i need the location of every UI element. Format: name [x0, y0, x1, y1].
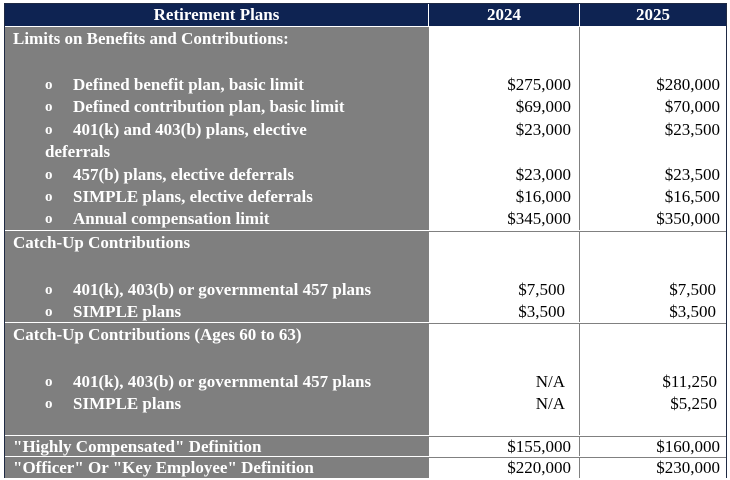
value-2024: N/A — [535, 372, 565, 391]
value-2024: $220,000 — [507, 458, 571, 477]
value-2025: $280,000 — [656, 75, 720, 94]
value-2025: $350,000 — [656, 209, 720, 228]
value-2024: $69,000 — [515, 97, 571, 116]
bullet-icon: o — [45, 167, 53, 183]
retirement-plans-table — [4, 3, 727, 478]
bullet-icon: o — [45, 189, 53, 205]
header-col-2025: 2025 — [579, 4, 726, 26]
value-2025: $16,500 — [664, 187, 720, 206]
bullet-icon: o — [45, 396, 53, 412]
value-2024: $155,000 — [507, 437, 571, 456]
bullet-icon: o — [45, 77, 53, 93]
bullet-icon: o — [45, 99, 53, 115]
section-title: "Highly Compensated" Definition — [13, 437, 262, 456]
value-2025: $230,000 — [656, 458, 720, 477]
value-2024: $7,500 — [518, 280, 565, 299]
value-2025: $7,500 — [669, 280, 716, 299]
section-officer — [5, 456, 726, 478]
section-title: Limits on Benefits and Contributions: — [13, 29, 289, 48]
header-title: Retirement Plans — [153, 5, 280, 24]
value-2025: $3,500 — [669, 302, 716, 321]
value-2024: $3,500 — [518, 302, 565, 321]
value-2024: $16,000 — [515, 187, 571, 206]
value-2025: $160,000 — [656, 437, 720, 456]
bullet-icon: o — [45, 282, 53, 298]
value-2025: $5,250 — [670, 394, 717, 413]
value-2025: $11,250 — [662, 372, 717, 391]
bullet-icon: o — [45, 374, 53, 390]
value-2025: $70,000 — [664, 97, 720, 116]
value-2025: $23,500 — [664, 120, 720, 139]
table-header — [5, 4, 726, 26]
value-2024: N/A — [535, 394, 565, 413]
value-2024: $275,000 — [507, 75, 571, 94]
value-2024: $23,000 — [515, 165, 571, 184]
value-2025: $23,500 — [664, 165, 720, 184]
header-col-2024: 2024 — [428, 4, 579, 26]
value-2024: $345,000 — [507, 209, 571, 228]
section-title: Catch-Up Contributions — [13, 233, 191, 252]
value-2024: $23,000 — [515, 120, 571, 139]
bullet-icon: o — [45, 211, 53, 227]
section-title: Catch-Up Contributions (Ages 60 to 63) — [13, 325, 302, 344]
section-catchup-60-63: Catch-Up Contributions (Ages 60 to 63) o 401(k), 403(b) or governmental 457 plans N/A $11,250 o SIMPLE plans N/A $5,250 — [5, 322, 726, 436]
bullet-icon: o — [45, 122, 53, 138]
section-title: "Officer" Or "Key Employee" Definition — [13, 458, 314, 477]
section-catchup: Catch-Up Contributions o 401(k), 403(b) or governmental 457 plans $7,500 $7,500 o SIMPLE plans $3,500 $3,500 — [5, 230, 726, 323]
bullet-icon: o — [45, 304, 53, 320]
section-hce — [5, 435, 726, 457]
section-limits: Limits on Benefits and Contributions: o Defined benefit plan, basic limit $275,000 $280,000 o Defined contribution plan, basic limit $69,000 $70,000 o 401(k) and 403(b) plans, elective deferrals $23,000 $23,500 o 457(b) plans, elective deferrals $23,000 $23,500 o SIMPLE plans, elective deferrals $16,000 $16,500 o Annual compensation limit $345,000 $350,000 — [5, 26, 726, 231]
